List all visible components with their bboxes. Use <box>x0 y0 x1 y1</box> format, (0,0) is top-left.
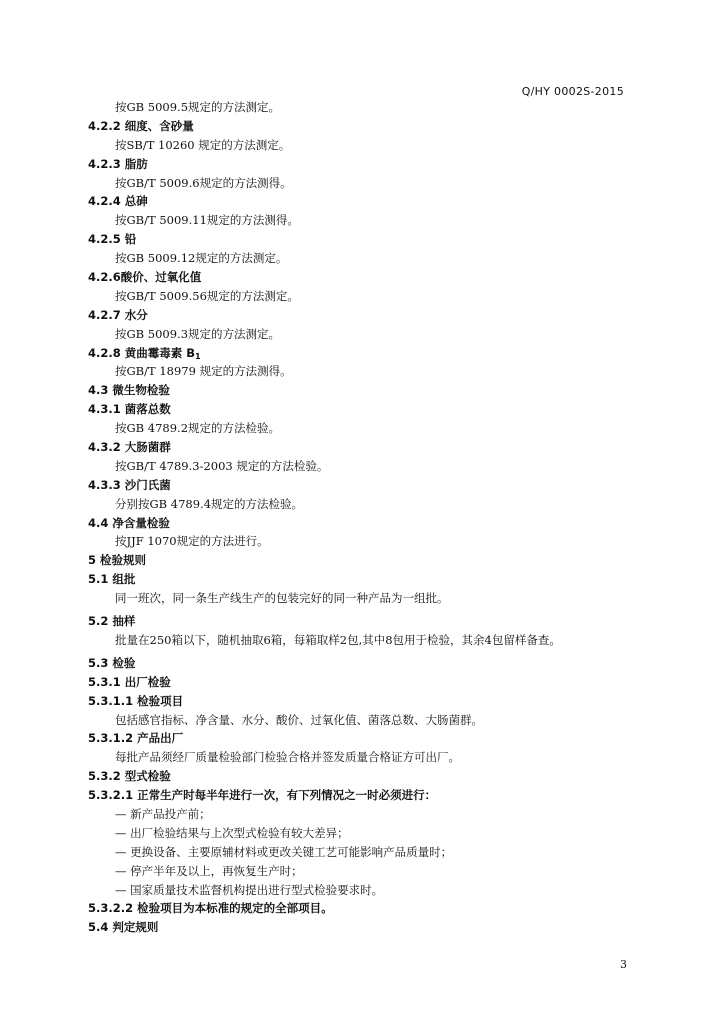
body-text-line: 分别按GB 4789.4规定的方法检验。 <box>115 496 304 511</box>
section-heading: 4.3.1 菌落总数 <box>88 402 171 417</box>
section-heading: 4.2.6酸价、过氧化值 <box>88 270 202 285</box>
body-text-line: 每批产品须经厂质量检验部门检验合格并签发质量合格证方可出厂。 <box>115 750 460 765</box>
body-text-line: 按GB 5009.5规定的方法测定。 <box>115 100 281 114</box>
section-heading: 5.3.2.1 正常生产时每半年进行一次，有下列情况之一时必须进行： <box>88 788 437 803</box>
document-body <box>88 98 648 937</box>
body-text-line: 同一班次，同一条生产线生产的包装完好的同一种产品为一组批。 <box>115 591 449 606</box>
body-text-line: 按GB/T 18979 规定的方法测得。 <box>115 364 292 379</box>
section-heading: 5.3.1 出厂检验 <box>88 674 171 689</box>
body-text-line: 按GB/T 5009.56规定的方法测定。 <box>115 288 299 303</box>
section-heading: 4.3 微生物检验 <box>88 383 170 398</box>
section-heading: 5.3 检验 <box>88 655 136 670</box>
subscript: 1 <box>195 351 201 361</box>
section-heading: 4.2.8 黄曲霉毒素 $B_1$ <box>88 345 201 361</box>
section-heading: 4.2.4 总砷 <box>88 194 148 209</box>
section-heading: 4.3.3 沙门氏菌 <box>88 477 171 492</box>
section-heading: 5 检验规则 <box>88 553 147 568</box>
body-text-line: — 更换设备、主要原辅材料或更改关键工艺可能影响产品质量时； <box>115 844 453 859</box>
section-heading: 4.3.2 大肠菌群 <box>88 440 171 455</box>
body-text-line: — 出厂检验结果与上次型式检验有较大差异； <box>115 825 349 840</box>
section-heading: 4.2.3 脂肪 <box>88 156 148 171</box>
body-text-line: 批量在250箱以下，随机抽取6箱，每箱取样2包,其中8包用于检验，其余4包留样备查。 <box>115 632 561 647</box>
body-text-line: — 新产品投产前； <box>115 806 211 821</box>
section-heading: 5.1 组批 <box>88 572 136 587</box>
section-heading: 5.3.1.1 检验项目 <box>88 693 184 708</box>
section-heading: 4.4 净含量检验 <box>88 515 170 530</box>
body-text-line: 按JJF 1070规定的方法进行。 <box>115 534 269 549</box>
body-text-line: 按GB/T 5009.11规定的方法测得。 <box>115 213 299 228</box>
body-text-line: 按GB/T 4789.3-2003 规定的方法检验。 <box>115 458 329 473</box>
section-heading: 4.2.7 水分 <box>88 307 148 322</box>
body-text-line: 按GB 5009.12规定的方法测定。 <box>115 251 288 266</box>
document-id-header: Q/HY 0002S-2015 <box>521 85 624 98</box>
section-heading: 4.2.5 铅 <box>88 232 137 247</box>
body-text-line: 包括感官指标、净含量、水分、酸价、过氧化值、菌落总数、大肠菌群。 <box>115 712 483 727</box>
section-heading: 4.2.2 细度、含砂量 <box>88 118 194 133</box>
body-text-line: 按GB 4789.2规定的方法检验。 <box>115 421 281 436</box>
section-heading: 5.3.2 型式检验 <box>88 769 171 784</box>
body-text-line: 按SB/T 10260 规定的方法测定。 <box>115 137 291 152</box>
body-text-line: — 国家质量技术监督机构提出进行型式检验要求时。 <box>115 882 384 897</box>
body-text-line: 按GB 5009.3规定的方法测定。 <box>115 326 281 341</box>
section-heading: 5.3.1.2 产品出厂 <box>88 731 184 746</box>
section-heading: 5.3.2.2 检验项目为本标准的规定的全部项目。 <box>88 901 333 916</box>
section-heading: 5.2 抽样 <box>88 614 136 629</box>
body-text-line: 按GB/T 5009.6规定的方法测得。 <box>115 175 292 190</box>
body-text-line: — 停产半年及以上，再恢复生产时； <box>115 863 303 878</box>
section-heading: 5.4 判定规则 <box>88 920 159 935</box>
page-number: 3 <box>620 958 627 971</box>
